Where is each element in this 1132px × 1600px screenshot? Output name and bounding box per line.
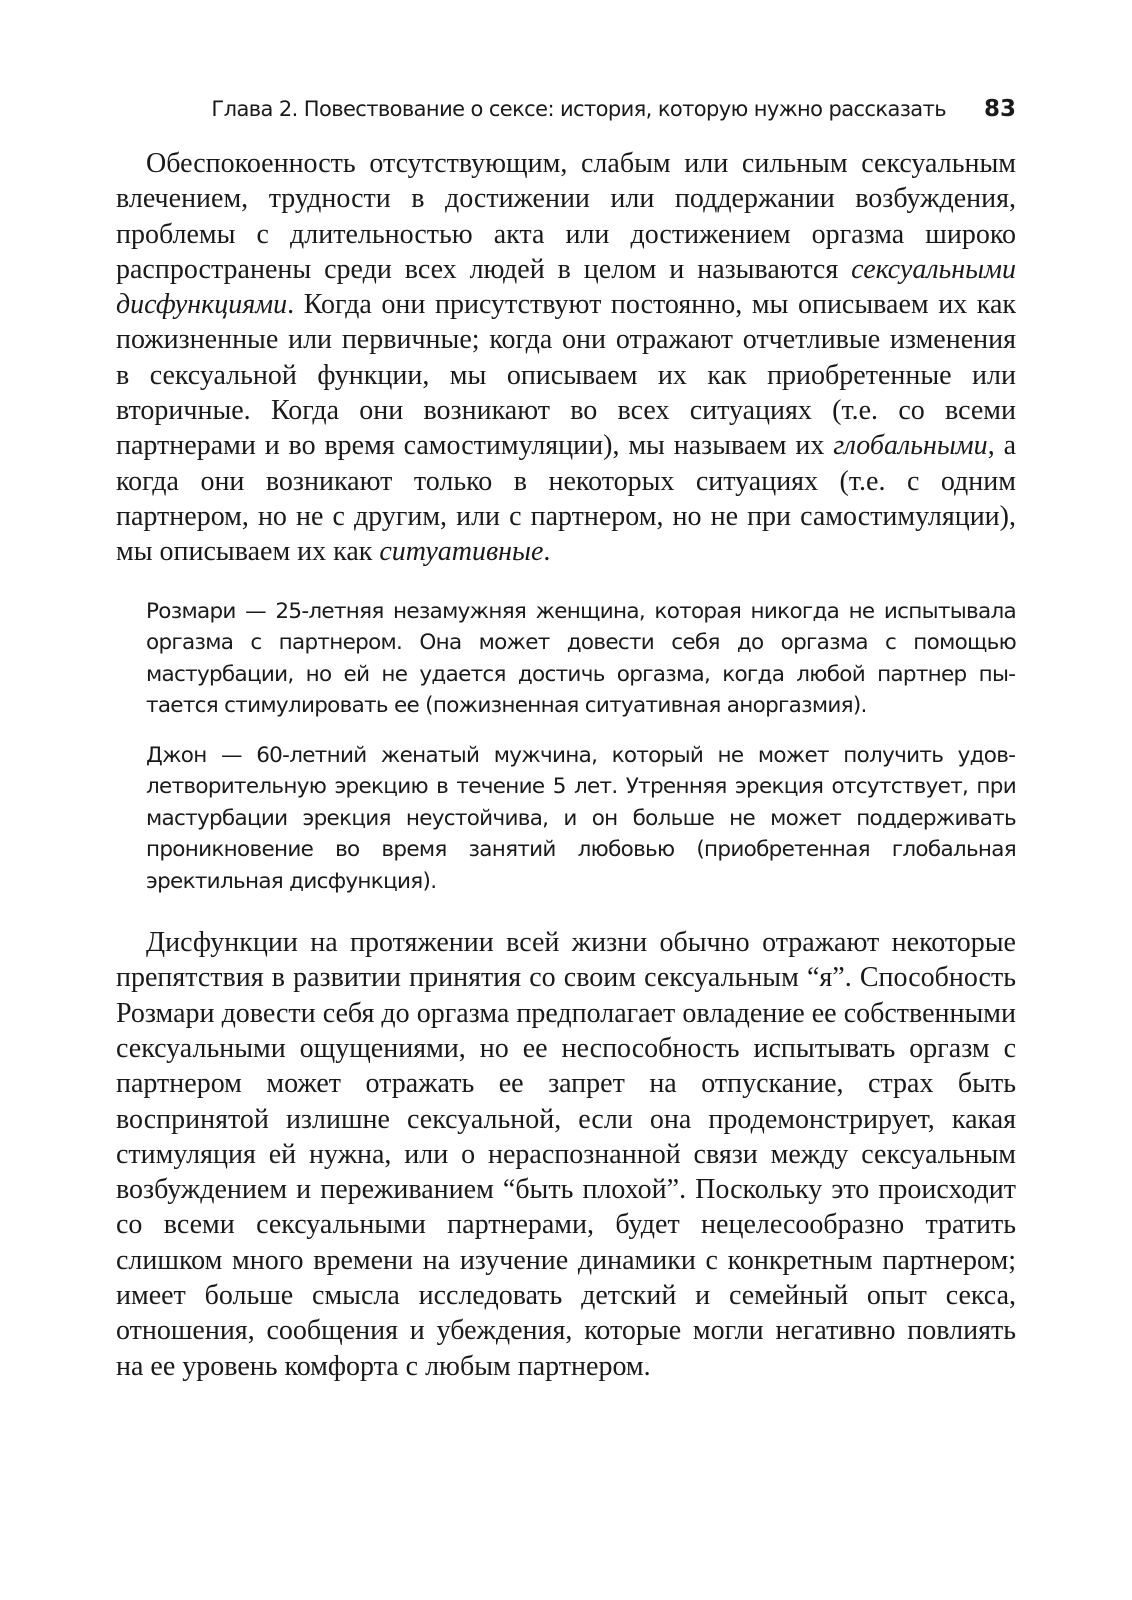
paragraph-text: . [543, 536, 551, 568]
page-number: 83 [983, 96, 1016, 122]
case-examples [116, 596, 1016, 898]
paragraph-text: . Когда они присутствуют постоянно, мы описываем их как пожизненные или первичные; когда они отражают отчетливые изменения в сексуальной функции, мы описываем их как приобретенные или вторичные. Когда они возникают во всех ситуациях (т.е. со всеми партнерами и во время самостимуляции), мы называем их [116, 289, 1016, 462]
italic-term: сексуальными дисфункциями [116, 253, 1016, 321]
running-header [116, 96, 1016, 140]
book-page [116, 96, 1016, 1384]
paragraph-text: , а когда они возникают только в некоторых ситуациях (т.е. с одним партнером, но не с другим, или с партнером, но не при самостимуляции), мы описываем их как [116, 430, 1016, 568]
chapter-title: Глава 2. Повествование о сексе: история, которую нужно рассказать [211, 97, 946, 121]
italic-term: ситуативные [379, 536, 544, 568]
body-paragraph-1 [116, 146, 1016, 570]
italic-term: глобальными [833, 430, 988, 462]
case-example-rosemary: Розмари — 25-летняя незамужняя женщина, которая никогда не испытывала оргазма с партнером. Она может довести себя до оргазма с помощью мастурбации, но ей не удается достичь оргазма, когда любой партнер пытается стимулировать ее (пожизненная ситуативная аноргазмия). [146, 598, 1016, 719]
body-paragraph-2: Дисфункции на протяжении всей жизни обычно отражают некоторые препятствия в развитии принятия со своим сексуальным “я”. Способность Розмари довести себя до оргазма предполагает овладение ее собственными сексуальными ощущениями, но ее неспособность испытывать оргазм с партнером может отражать ее запрет на отпускание, страх быть воспринятой излишне сексуальной, если она продемонстрирует, какая стимуляция ей нужна, или о нераспознанной связи между сексуальным возбуждением и переживанием “быть плохой”. Поскольку это происходит со всеми сексуальными партнерами, будет нецелесообразно тратить слишком много времени на изучение динамики с конкретным партнером; имеет больше смысла исследовать детский и семейный опыт секса, отношения, сообщения и убеждения, которые могли негативно повлиять на ее уровень комфорта с любым партнером. [116, 927, 1016, 1382]
case-example-john: Джон — 60-летний женатый мужчина, который не может получить удовлетворительную эрекцию в течение 5 лет. Утренняя эрекция отсутствует, при мастурбации эрекция неустойчива, и он больше не может поддерживать проникновение во время занятий любовью (приобретенная глобальная эректильная дисфункция). [146, 742, 1016, 894]
paragraph-text: Обеспокоенность отсутствующим, слабым или сильным сексуальным влечением, трудности в достижении или поддержании возбуждения, проблемы с длительностью акта или достижением оргазма широко распространены среди всех людей в целом и называются [116, 148, 1016, 285]
